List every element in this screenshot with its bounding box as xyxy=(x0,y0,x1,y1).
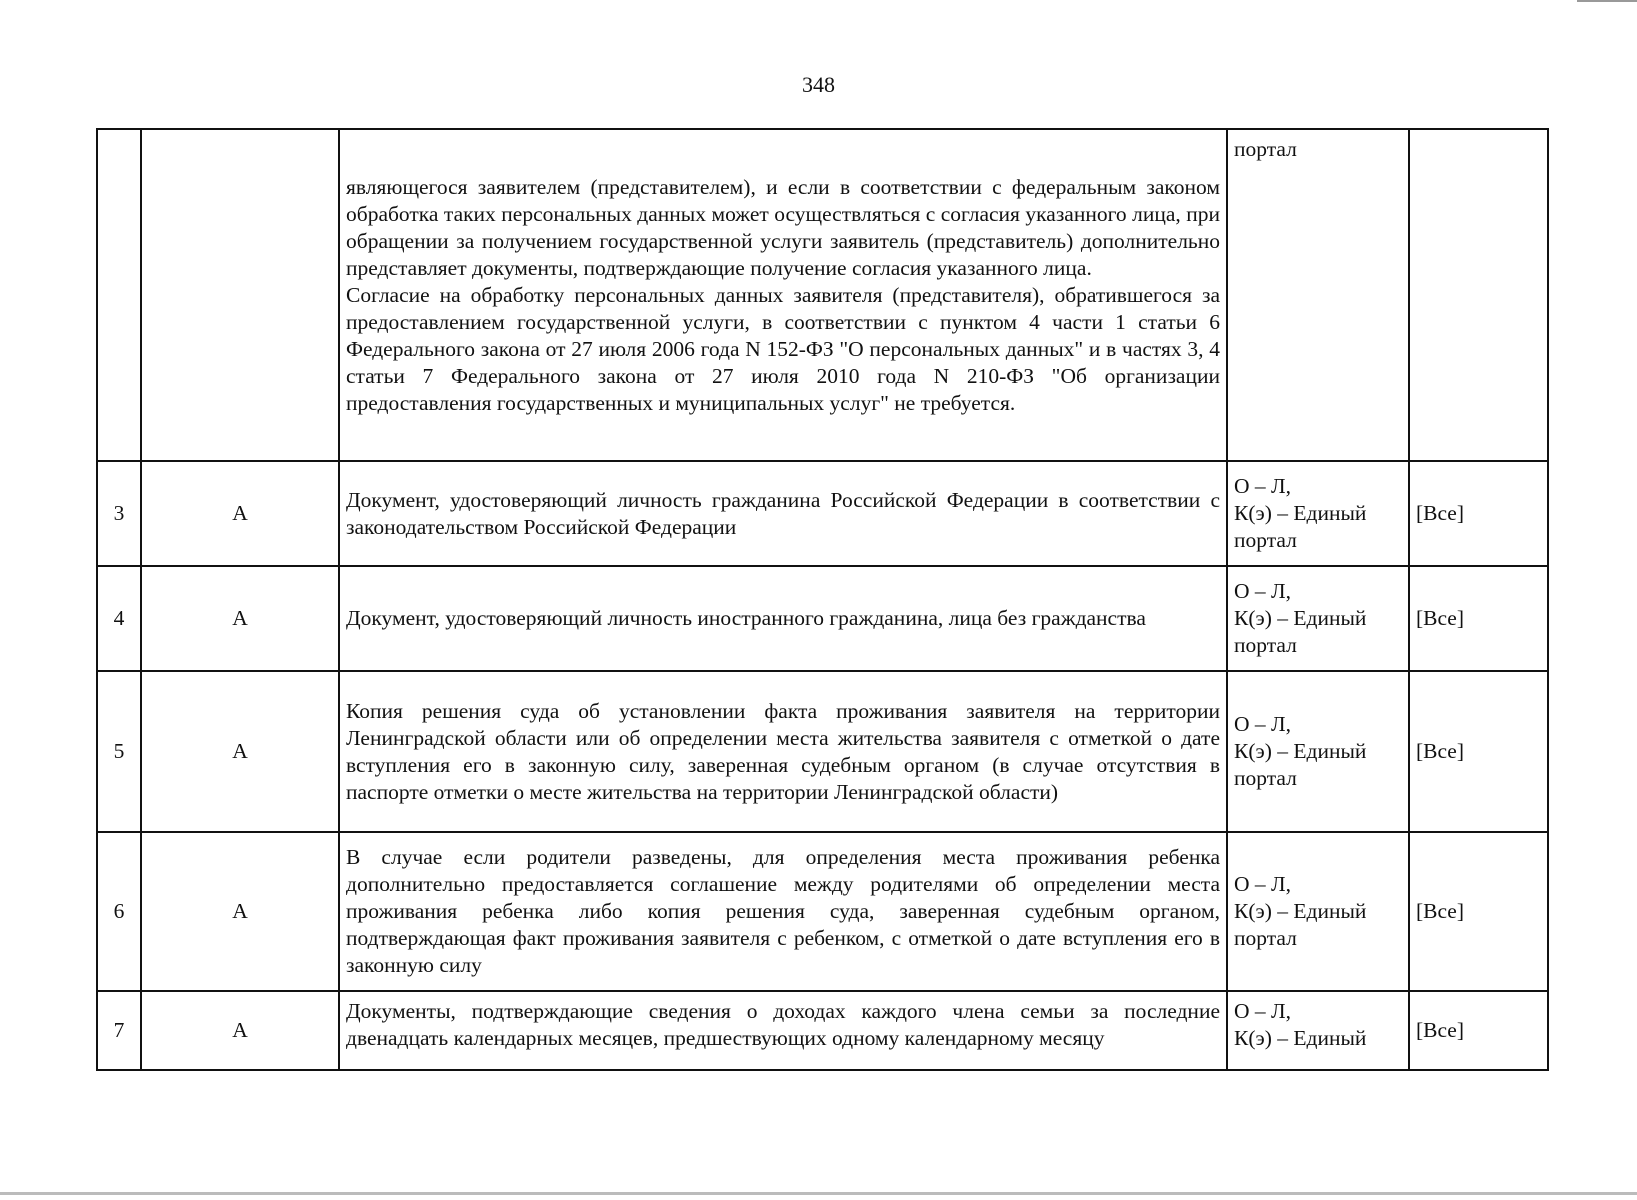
source-line: О – Л, xyxy=(1234,712,1291,736)
row-source xyxy=(1227,129,1409,461)
row-source xyxy=(1227,461,1409,566)
table-row xyxy=(97,832,1548,991)
row-number: 6 xyxy=(97,832,141,991)
table-row xyxy=(97,991,1548,1070)
description-paragraph: Согласие на обработку персональных данных заявителя (представителя), обратившегося за предоставлением государственной услуги, в соответствии с пунктом 4 части 1 статьи 6 Федерального закона от 27 июля 2006 года N 152-ФЗ "О персональных данных" и в частях 3, 4 статьи 7 Федерального закона от 27 июля 2010 года N 210-ФЗ "Об организации предоставления государственных и муниципальных услуг" не требуется. xyxy=(346,282,1220,415)
source-line: О – Л, xyxy=(1234,474,1291,498)
row-category: А xyxy=(141,671,339,832)
row-description xyxy=(339,566,1227,671)
source-line: О – Л, xyxy=(1234,872,1291,896)
page-number: 348 xyxy=(802,72,835,97)
row-source xyxy=(1227,671,1409,832)
row-description xyxy=(339,832,1227,991)
description-paragraph: Документы, подтверждающие сведения о доходах каждого члена семьи за последние двенадцать календарных месяцев, предшествующих одному календарному месяцу xyxy=(346,999,1220,1050)
row-description xyxy=(339,461,1227,566)
row-category: А xyxy=(141,461,339,566)
row-number: 3 xyxy=(97,461,141,566)
row-number: 5 xyxy=(97,671,141,832)
row-scope: [Все] xyxy=(1409,832,1548,991)
description-paragraph: Документ, удостоверяющий личность иностранного гражданина, лица без гражданства xyxy=(346,606,1146,630)
row-number xyxy=(97,129,141,461)
row-number: 7 xyxy=(97,991,141,1070)
row-description xyxy=(339,129,1227,461)
source-line: портал xyxy=(1234,137,1297,161)
source-line: О – Л, xyxy=(1234,579,1291,603)
row-source xyxy=(1227,566,1409,671)
bottom-scan-line xyxy=(0,1192,1637,1195)
source-line: К(э) – Единый xyxy=(1234,899,1367,923)
row-category: А xyxy=(141,832,339,991)
row-source xyxy=(1227,991,1409,1070)
source-line: К(э) – Единый xyxy=(1234,606,1367,630)
row-source xyxy=(1227,832,1409,991)
source-line: О – Л, xyxy=(1234,999,1291,1023)
description-paragraph: Копия решения суда об установлении факта проживания заявителя на территории Ленинградской области или об определении места жительства заявителя с отметкой о дате вступления его в законную силу, заверенная судебным органом (в случае отсутствия в паспорте отметки о месте жительства на территории Ленинградской области) xyxy=(346,698,1220,804)
table-row xyxy=(97,671,1548,832)
description-paragraph: В случае если родители разведены, для определения места проживания ребенка дополнительно предоставляется соглашение между родителями об определении места проживания ребенка либо копия решения суда, заверенная судебным органом, подтверждающая факт проживания заявителя с ребенком, с отметкой о дате вступления его в законную силу xyxy=(346,845,1220,977)
row-category: А xyxy=(141,566,339,671)
row-number: 4 xyxy=(97,566,141,671)
table-row xyxy=(97,461,1548,566)
row-scope: [Все] xyxy=(1409,566,1548,671)
description-paragraph: являющегося заявителем (представителем), и если в соответствии с федеральным законом обработка таких персональных данных может осуществляться с согласия указанного лица, при обращении за получением государственной услуги заявитель (представитель) дополнительно представляет документы, подтверждающие получение согласия указанного лица. xyxy=(346,174,1220,280)
corner-scan-line xyxy=(1577,0,1637,2)
documents-table xyxy=(96,128,1549,1071)
source-line: К(э) – Единый xyxy=(1234,1026,1367,1050)
row-description xyxy=(339,671,1227,832)
table-row xyxy=(97,129,1548,461)
source-line: портал xyxy=(1234,633,1297,657)
row-description xyxy=(339,991,1227,1070)
row-scope: [Все] xyxy=(1409,671,1548,832)
row-scope: [Все] xyxy=(1409,461,1548,566)
row-scope: [Все] xyxy=(1409,991,1548,1070)
row-scope xyxy=(1409,129,1548,461)
description-paragraph: Документ, удостоверяющий личность гражданина Российской Федерации в соответствии с законодательством Российской Федерации xyxy=(346,487,1220,539)
source-line: К(э) – Единый xyxy=(1234,739,1367,763)
table-row xyxy=(97,566,1548,671)
row-category xyxy=(141,129,339,461)
source-line: К(э) – Единый xyxy=(1234,501,1367,525)
source-line: портал xyxy=(1234,926,1297,950)
row-category: А xyxy=(141,991,339,1070)
source-line: портал xyxy=(1234,766,1297,790)
source-line: портал xyxy=(1234,528,1297,552)
